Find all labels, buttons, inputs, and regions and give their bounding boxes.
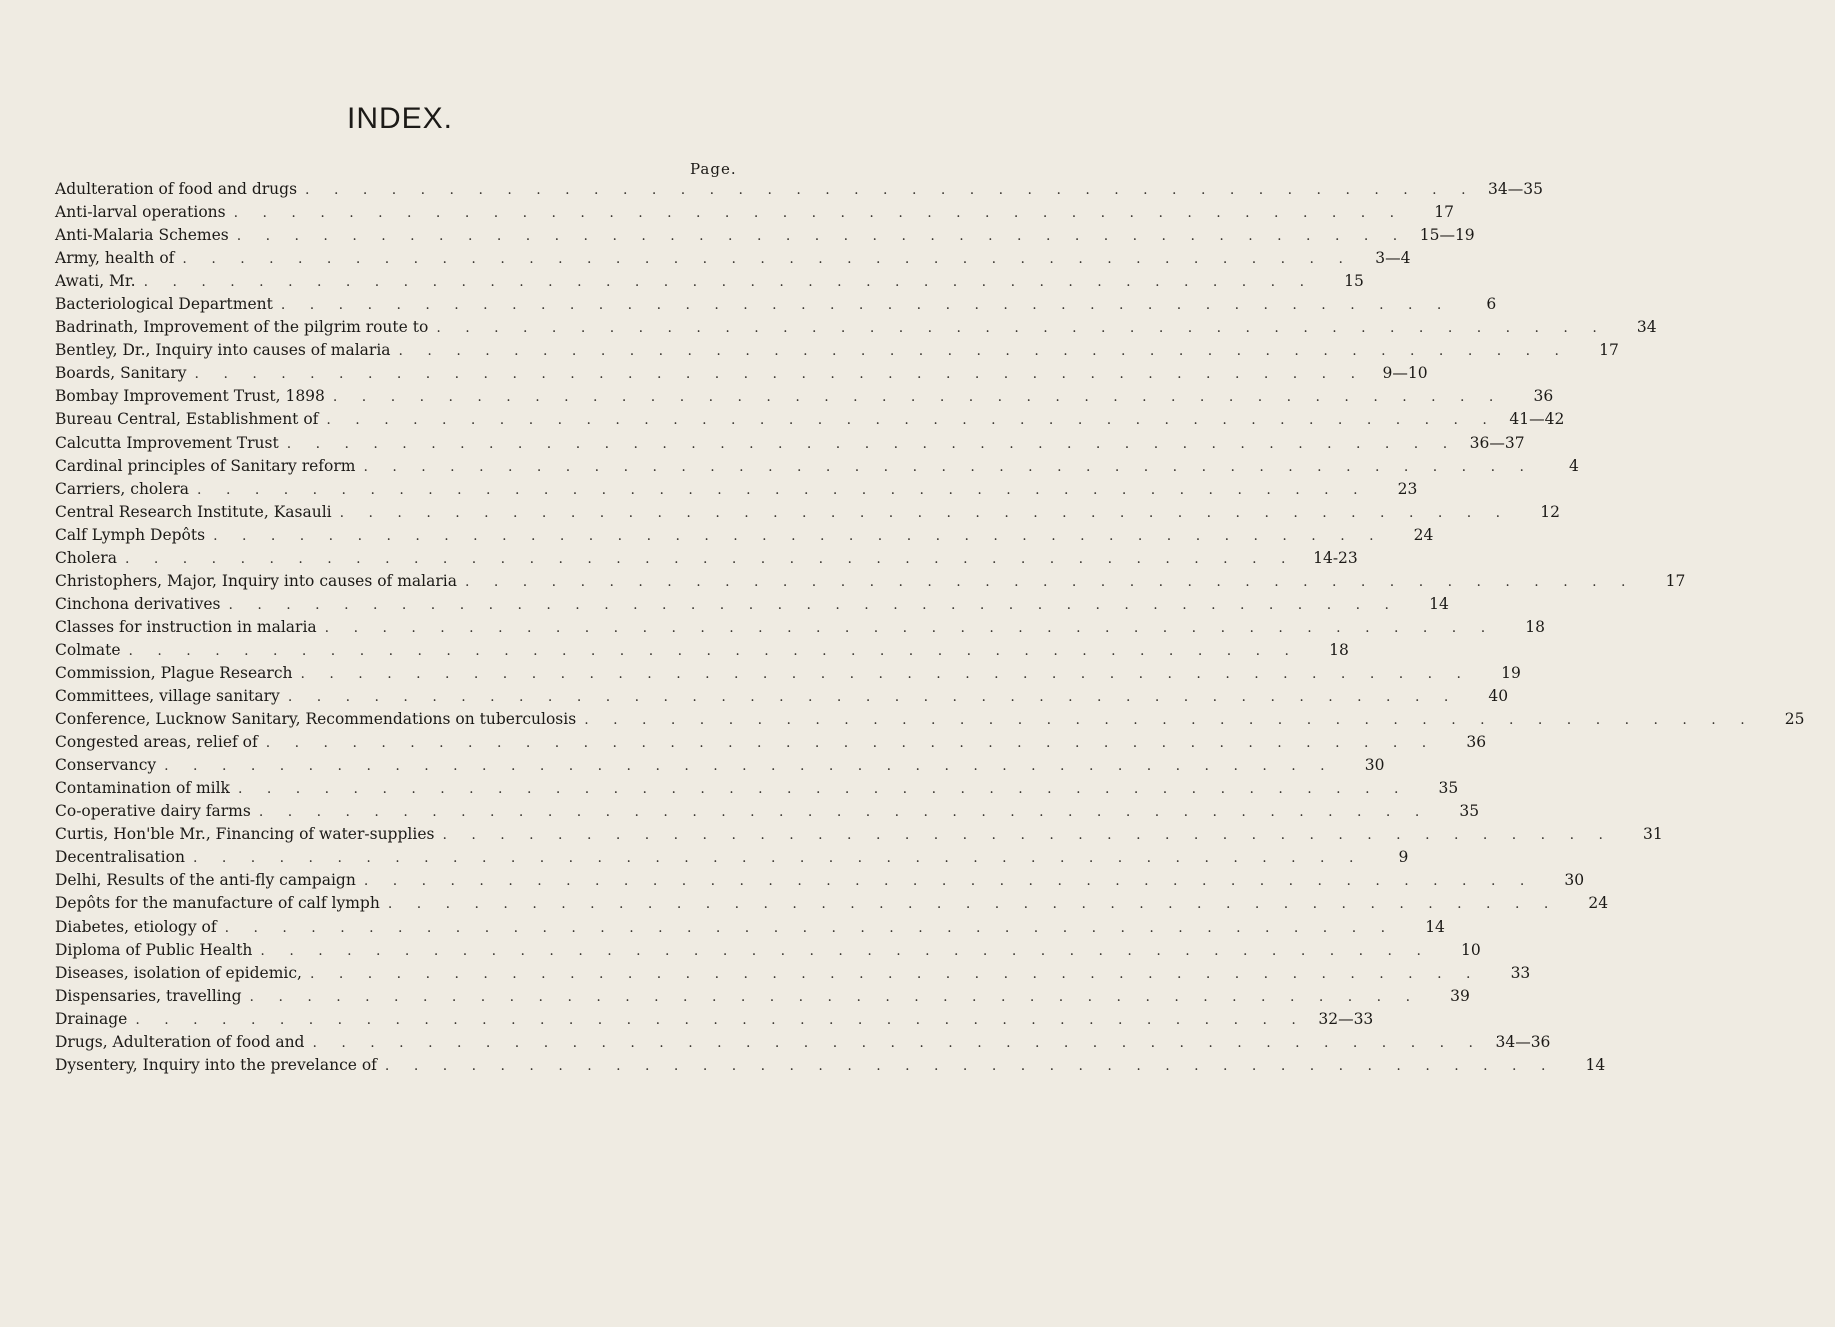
dot-leader: . . . . . . . . . . . . . . . . . . . . . . . . . . . . . . . . . . . . . . . . . xyxy=(224,919,1396,936)
index-entry-label: Cinchona derivatives xyxy=(55,594,221,613)
dot-leader: . . . . . . . . . . . . . . . . . . . . . . . . . . . . . . . . . . . . . . . . . xyxy=(128,642,1299,659)
index-entry-page: 40 xyxy=(1488,687,1509,706)
dot-leader: . . . . . . . . . . . . . . . . . . . . . . . . . . . . . . . . . . . . . . . . . xyxy=(237,781,1409,798)
index-entry xyxy=(55,293,1497,316)
index-entry xyxy=(55,1008,1374,1031)
dot-leader: . . . . . . . . . . . . . . . . . . . . . . . . . . . . . . . . . . . . . . . . . xyxy=(305,182,1476,198)
dot-leader: . . . . . . . . . . . . . . . . . . . . . . . . . . . . . . . . . . . . . . . . . xyxy=(265,735,1437,752)
index-entry xyxy=(55,754,1385,777)
index-entry-page: 17 xyxy=(1599,341,1619,360)
index-entry-label: Central Research Institute, Kasauli xyxy=(55,502,332,521)
index-entry-page: 30 xyxy=(1364,756,1385,775)
index-list xyxy=(55,178,1805,1077)
index-entry-page: 32—33 xyxy=(1318,1009,1374,1028)
dot-leader: . . . . . . . . . . . . . . . . . . . . . . . . . . . . . . . . . . . . . . . . . xyxy=(387,896,1559,913)
index-entry xyxy=(55,662,1521,685)
index-entry-label: Cholera xyxy=(55,548,117,567)
index-entry-page: 25 xyxy=(1784,710,1805,729)
index-entry xyxy=(55,524,1434,547)
index-entry xyxy=(55,362,1428,385)
index-entry-page: 41—42 xyxy=(1509,410,1565,429)
dot-leader: . . . . . . . . . . . . . . . . . . . . . . . . . . . . . . . . . . . . . . . . . xyxy=(280,297,1452,314)
index-entry-page: 35 xyxy=(1459,802,1480,821)
index-entry-page: 14 xyxy=(1585,1055,1606,1074)
index-entry-label: Anti-larval operations xyxy=(55,203,226,222)
index-entry-label: Drugs, Adulteration of food and xyxy=(55,1032,305,1051)
index-entry xyxy=(55,616,1545,639)
dot-leader: . . . . . . . . . . . . . . . . . . . . . . . . . . . . . . . . . . . . . . . . . xyxy=(249,988,1421,1005)
dot-leader: . . . . . . . . . . . . . . . . . . . . . . . . . . . . . . . . . . . . . . . . . xyxy=(287,689,1459,706)
index-entry-label: Conservancy xyxy=(55,756,157,775)
index-entry-label: Curtis, Hon'ble Mr., Financing of water-supplies xyxy=(55,825,435,844)
index-entry xyxy=(55,339,1619,362)
index-entry xyxy=(55,869,1585,892)
index-entry-label: Classes for instruction in malaria xyxy=(55,617,317,636)
index-entry-page: 9—10 xyxy=(1382,364,1428,383)
index-entry-label: Calf Lymph Depôts xyxy=(55,525,206,544)
index-entry xyxy=(55,892,1609,915)
index-entry-label: Christophers, Major, Inquiry into causes of malaria xyxy=(55,571,457,590)
index-entry-label: Congested areas, relief of xyxy=(55,733,258,752)
index-entry-label: Commission, Plague Research xyxy=(55,663,293,682)
dot-leader: . . . . . . . . . . . . . . . . . . . . . . . . . . . . . . . . . . . . . . . . . xyxy=(182,251,1353,268)
index-entry-label: Anti-Malaria Schemes xyxy=(55,226,229,245)
index-entry xyxy=(55,639,1349,662)
index-entry-label: Boards, Sanitary xyxy=(55,364,187,383)
index-entry-page: 17 xyxy=(1665,571,1686,590)
index-entry-page: 39 xyxy=(1450,986,1470,1005)
index-entry xyxy=(55,777,1459,800)
index-entry-page: 36 xyxy=(1533,387,1554,406)
dot-leader: . . . . . . . . . . . . . . . . . . . . . . . . . . . . . . . . . . . . . . . . . xyxy=(584,712,1755,729)
index-entry-page: 24 xyxy=(1413,525,1434,544)
index-entry-label: Bureau Central, Establishment of xyxy=(55,410,319,429)
index-entry xyxy=(55,408,1565,431)
index-entry-page: 17 xyxy=(1434,203,1454,222)
index-entry-label: Depôts for the manufacture of calf lymph xyxy=(55,894,380,913)
index-entry xyxy=(55,547,1358,570)
dot-leader: . . . . . . . . . . . . . . . . . . . . . . . . . . . . . . . . . . . . . . . . . xyxy=(332,389,1504,406)
index-entry xyxy=(55,916,1445,939)
index-entry-page: 3—4 xyxy=(1375,249,1411,268)
dot-leader: . . . . . . . . . . . . . . . . . . . . . . . . . . . . . . . . . . . . . . . . . xyxy=(442,827,1613,844)
dot-leader: . . . . . . . . . . . . . . . . . . . . . . . . . . . . . . . . . . . . . . . . . xyxy=(228,596,1399,613)
index-entry xyxy=(55,823,1663,846)
dot-leader: . . . . . . . . . . . . . . . . . . . . . . . . . . . . . . . . . . . . . . . . . xyxy=(300,665,1471,682)
dot-leader: . . . . . . . . . . . . . . . . . . . . . . . . . . . . . . . . . . . . . . . . . xyxy=(309,965,1481,982)
dot-leader: . . . . . . . . . . . . . . . . . . . . . . . . . . . . . . . . . . . . . . . . . xyxy=(339,504,1511,521)
index-entry-page: 19 xyxy=(1501,663,1521,682)
dot-leader: . . . . . . . . . . . . . . . . . . . . . . . . . . . . . . . . . . . . . . . . . xyxy=(260,942,1431,959)
dot-leader: . . . . . . . . . . . . . . . . . . . . . . . . . . . . . . . . . . . . . . . . . xyxy=(312,1034,1483,1051)
index-entry-label: Decentralisation xyxy=(55,848,185,867)
index-entry xyxy=(55,385,1554,408)
index-entry xyxy=(55,800,1480,823)
index-entry-page: 18 xyxy=(1525,617,1545,636)
index-entry-label: Army, health of xyxy=(55,249,175,268)
index-entry-page: 34 xyxy=(1636,318,1657,337)
index-entry-label: Delhi, Results of the anti-fly campaign xyxy=(55,871,356,890)
index-entry-label: Badrinath, Improvement of the pilgrim route to xyxy=(55,318,429,337)
index-entry xyxy=(55,685,1509,708)
index-entry-label: Conference, Lucknow Sanitary, Recommendations on tuberculosis xyxy=(55,710,577,729)
dot-leader: . . . . . . . . . . . . . . . . . . . . . . . . . . . . . . . . . . . . . . . . . xyxy=(143,274,1315,291)
dot-leader: . . . . . . . . . . . . . . . . . . . . . . . . . . . . . . . . . . . . . . . . . xyxy=(135,1011,1306,1028)
index-entry-page: 6 xyxy=(1486,295,1497,314)
index-entry xyxy=(55,962,1531,985)
index-entry xyxy=(55,939,1481,962)
dot-leader: . . . . . . . . . . . . . . . . . . . . . . . . . . . . . . . . . . . . . . . . . xyxy=(326,412,1497,429)
index-entry-page: 34—35 xyxy=(1488,180,1543,198)
index-entry-label: Committees, village sanitary xyxy=(55,687,280,706)
index-entry-page: 10 xyxy=(1461,940,1481,959)
index-entry xyxy=(55,247,1411,270)
dot-leader: . . . . . . . . . . . . . . . . . . . . . . . . . . . . . . . . . . . . . . . . . xyxy=(324,619,1496,636)
index-entry-page: 15 xyxy=(1344,272,1364,291)
dot-leader: . . . . . . . . . . . . . . . . . . . . . . . . . . . . . . . . . . . . . . . . . xyxy=(436,320,1607,337)
dot-leader: . . . . . . . . . . . . . . . . . . . . . . . . . . . . . . . . . . . . . . . . . xyxy=(236,228,1408,245)
index-entry xyxy=(55,985,1470,1008)
dot-leader: . . . . . . . . . . . . . . . . . . . . . . . . . . . . . . . . . . . . . . . . . xyxy=(398,343,1569,360)
dot-leader: . . . . . . . . . . . . . . . . . . . . . . . . . . . . . . . . . . . . . . . . . xyxy=(192,850,1364,867)
index-entry xyxy=(55,708,1805,731)
index-entry-label: Calcutta Improvement Trust xyxy=(55,433,279,452)
dot-leader: . . . . . . . . . . . . . . . . . . . . . . . . . . . . . . . . . . . . . . . . . xyxy=(286,435,1458,452)
index-entry-label: Bacteriological Department xyxy=(55,295,273,314)
index-entry-page: 23 xyxy=(1397,479,1418,498)
dot-leader: . . . . . . . . . . . . . . . . . . . . . . . . . . . . . . . . . . . . . . . . . xyxy=(197,481,1368,498)
dot-leader: . . . . . . . . . . . . . . . . . . . . . . . . . . . . . . . . . . . . . . . . . xyxy=(363,873,1535,890)
index-entry-label: Colmate xyxy=(55,640,121,659)
index-entry xyxy=(55,478,1418,501)
dot-leader: . . . . . . . . . . . . . . . . . . . . . . . . . . . . . . . . . . . . . . . . . xyxy=(464,573,1636,590)
index-entry-page: 12 xyxy=(1540,502,1560,521)
index-entry-page: 4 xyxy=(1569,456,1579,475)
index-entry-label: Diploma of Public Health xyxy=(55,940,253,959)
index-entry-label: Cardinal principles of Sanitary reform xyxy=(55,456,356,475)
index-entry-page: 36—37 xyxy=(1469,433,1525,452)
index-entry xyxy=(55,593,1449,616)
dot-leader: . . . . . . . . . . . . . . . . . . . . . . . . . . . . . . . . . . . . . . . . . xyxy=(194,366,1366,383)
index-entry xyxy=(55,178,1543,201)
index-entry-label: Awati, Mr. xyxy=(55,272,136,291)
index-entry xyxy=(55,432,1525,455)
index-entry xyxy=(55,455,1579,478)
index-entry-label: Diseases, isolation of epidemic, xyxy=(55,963,302,982)
index-entry-label: Bombay Improvement Trust, 1898 xyxy=(55,387,325,406)
index-entry-label: Dysentery, Inquiry into the prevelance of xyxy=(55,1055,377,1074)
dot-leader: . . . . . . . . . . . . . . . . . . . . . . . . . . . . . . . . . . . . . . . . . xyxy=(258,804,1430,821)
index-entry xyxy=(55,570,1686,593)
index-entry xyxy=(55,846,1409,869)
index-entry-page: 18 xyxy=(1329,640,1349,659)
index-entry-label: Diabetes, etiology of xyxy=(55,917,217,936)
index-entry xyxy=(55,316,1657,339)
index-entry-label: Dispensaries, travelling xyxy=(55,986,242,1005)
index-entry xyxy=(55,201,1454,224)
dot-leader: . . . . . . . . . . . . . . . . . . . . . . . . . . . . . . . . . . . . . . . . . xyxy=(213,527,1384,544)
index-entry-page: 36 xyxy=(1466,733,1487,752)
index-entry-page: 34—36 xyxy=(1495,1032,1551,1051)
index-entry-label: Bentley, Dr., Inquiry into causes of malaria xyxy=(55,341,391,360)
index-entry xyxy=(55,224,1475,247)
index-entry-page: 15—19 xyxy=(1419,226,1475,245)
index-entry-page: 14 xyxy=(1425,917,1445,936)
index-entry-label: Co-operative dairy farms xyxy=(55,802,251,821)
index-entry-label: Adulteration of food and drugs xyxy=(55,180,298,198)
index-entry-label: Drainage xyxy=(55,1009,128,1028)
index-entry-page: 35 xyxy=(1438,779,1459,798)
page-column-header: Page. xyxy=(690,160,737,178)
index-entry-page: 14 xyxy=(1429,594,1449,613)
dot-leader: . . . . . . . . . . . . . . . . . . . . . . . . . . . . . . . . . . . . . . . . . xyxy=(384,1057,1556,1074)
dot-leader: . . . . . . . . . . . . . . . . . . . . . . . . . . . . . . . . . . . . . . . . . xyxy=(124,550,1296,567)
dot-leader: . . . . . . . . . . . . . . . . . . . . . . . . . . . . . . . . . . . . . . . . . xyxy=(233,205,1405,222)
page-title: INDEX. xyxy=(346,102,454,135)
index-entry-page: 30 xyxy=(1564,871,1585,890)
index-entry-page: 9 xyxy=(1398,848,1409,867)
index-entry xyxy=(55,501,1560,524)
index-entry xyxy=(55,731,1487,754)
dot-leader: . . . . . . . . . . . . . . . . . . . . . . . . . . . . . . . . . . . . . . . . . xyxy=(363,458,1534,475)
index-entry-label: Carriers, cholera xyxy=(55,479,190,498)
index-entry-label: Contamination of milk xyxy=(55,779,230,798)
index-entry-page: 14-23 xyxy=(1313,548,1358,567)
dot-leader: . . . . . . . . . . . . . . . . . . . . . . . . . . . . . . . . . . . . . . . . . xyxy=(164,758,1335,775)
index-entry xyxy=(55,1031,1551,1054)
index-entry-page: 24 xyxy=(1588,894,1609,913)
index-entry xyxy=(55,1054,1606,1077)
index-entry xyxy=(55,270,1364,293)
index-entry-page: 33 xyxy=(1510,963,1531,982)
index-entry-page: 31 xyxy=(1643,825,1663,844)
